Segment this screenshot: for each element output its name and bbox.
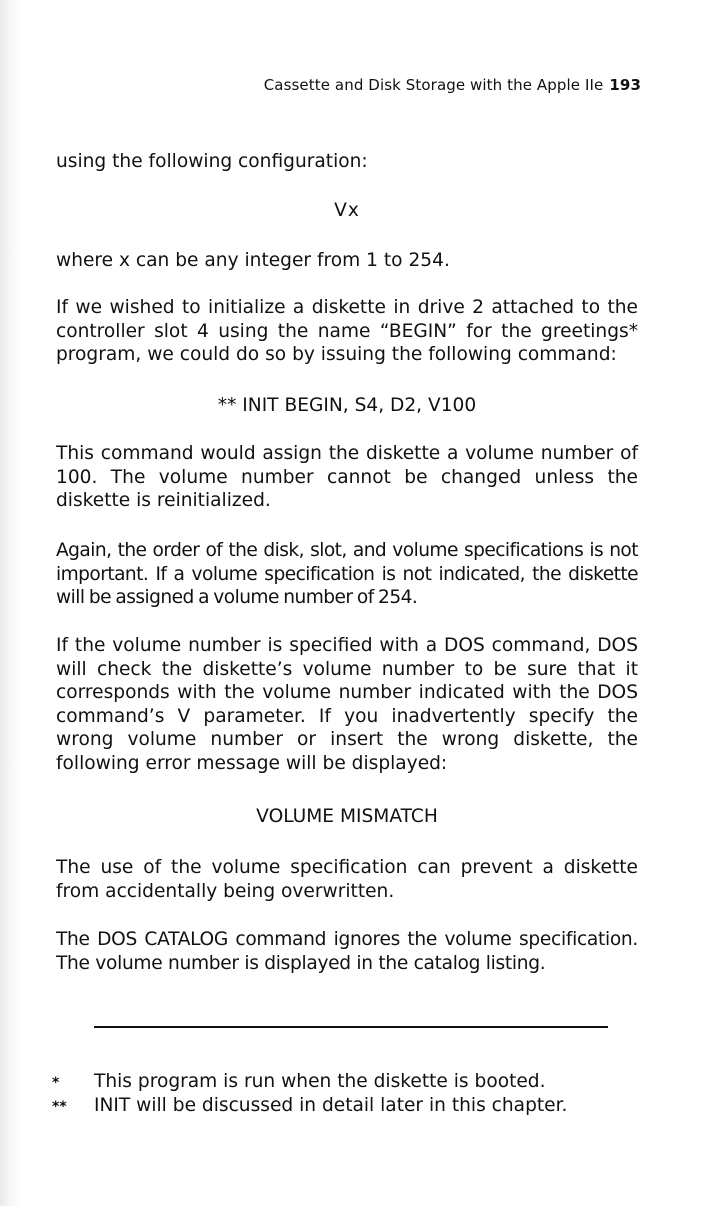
footnote-marker: **: [52, 1099, 67, 1115]
init-command-example: ** INIT BEGIN, S4, D2, V100: [217, 395, 477, 416]
volume-syntax: Vx: [334, 200, 360, 221]
paragraph-volume-check: If the volume number is specified with a DOS command, DOS will check the diskette’s volume number to be sure that it corresponds with the volume number indicated with the DOS command’s V parameter. If you inadvertently specify the wrong volume number or insert the wrong diskette, the following error message will be displayed:: [56, 635, 638, 774]
footnote-2: [52, 1094, 612, 1120]
paragraph-configuration-intro: using the following configuration:: [56, 151, 368, 172]
footnote-text: This program is run when the diskette is booted.: [94, 1071, 546, 1092]
paragraph-init-example: If we wished to initialize a diskette in drive 2 attached to the controller slot 4 using the name “BEGIN” for the greetings* program, we could do so by issuing the following command:: [56, 297, 638, 365]
footnote-marker: *: [52, 1075, 60, 1091]
paragraph-volume-assign: This command would assign the diskette a volume number of 100. The volume number cannot be changed unless the diskette is reinitialized.: [56, 443, 638, 511]
footnote-text: INIT will be discussed in detail later in this chapter.: [94, 1095, 568, 1116]
page-number: 193: [609, 76, 641, 94]
paragraph-integer-range: where x can be any integer from 1 to 254.: [56, 250, 450, 271]
running-header: [264, 76, 641, 94]
paragraph-catalog: The DOS CATALOG command ignores the volume specification. The volume number is displayed in the catalog listing.: [56, 929, 638, 974]
footnote-1: [52, 1070, 612, 1096]
error-message: VOLUME MISMATCH: [256, 806, 438, 827]
paragraph-prevent-overwrite: The use of the volume specification can prevent a diskette from accidentally being overwritten.: [56, 857, 638, 902]
running-title: Cassette and Disk Storage with the Apple IIe: [263, 76, 604, 94]
paragraph-order-unimportant: Again, the order of the disk, slot, and volume specifications is not important. If a volume specification is not indicated, the diskette will be assigned a volume number of 254.: [56, 540, 638, 608]
footnote-divider: [94, 1026, 608, 1028]
